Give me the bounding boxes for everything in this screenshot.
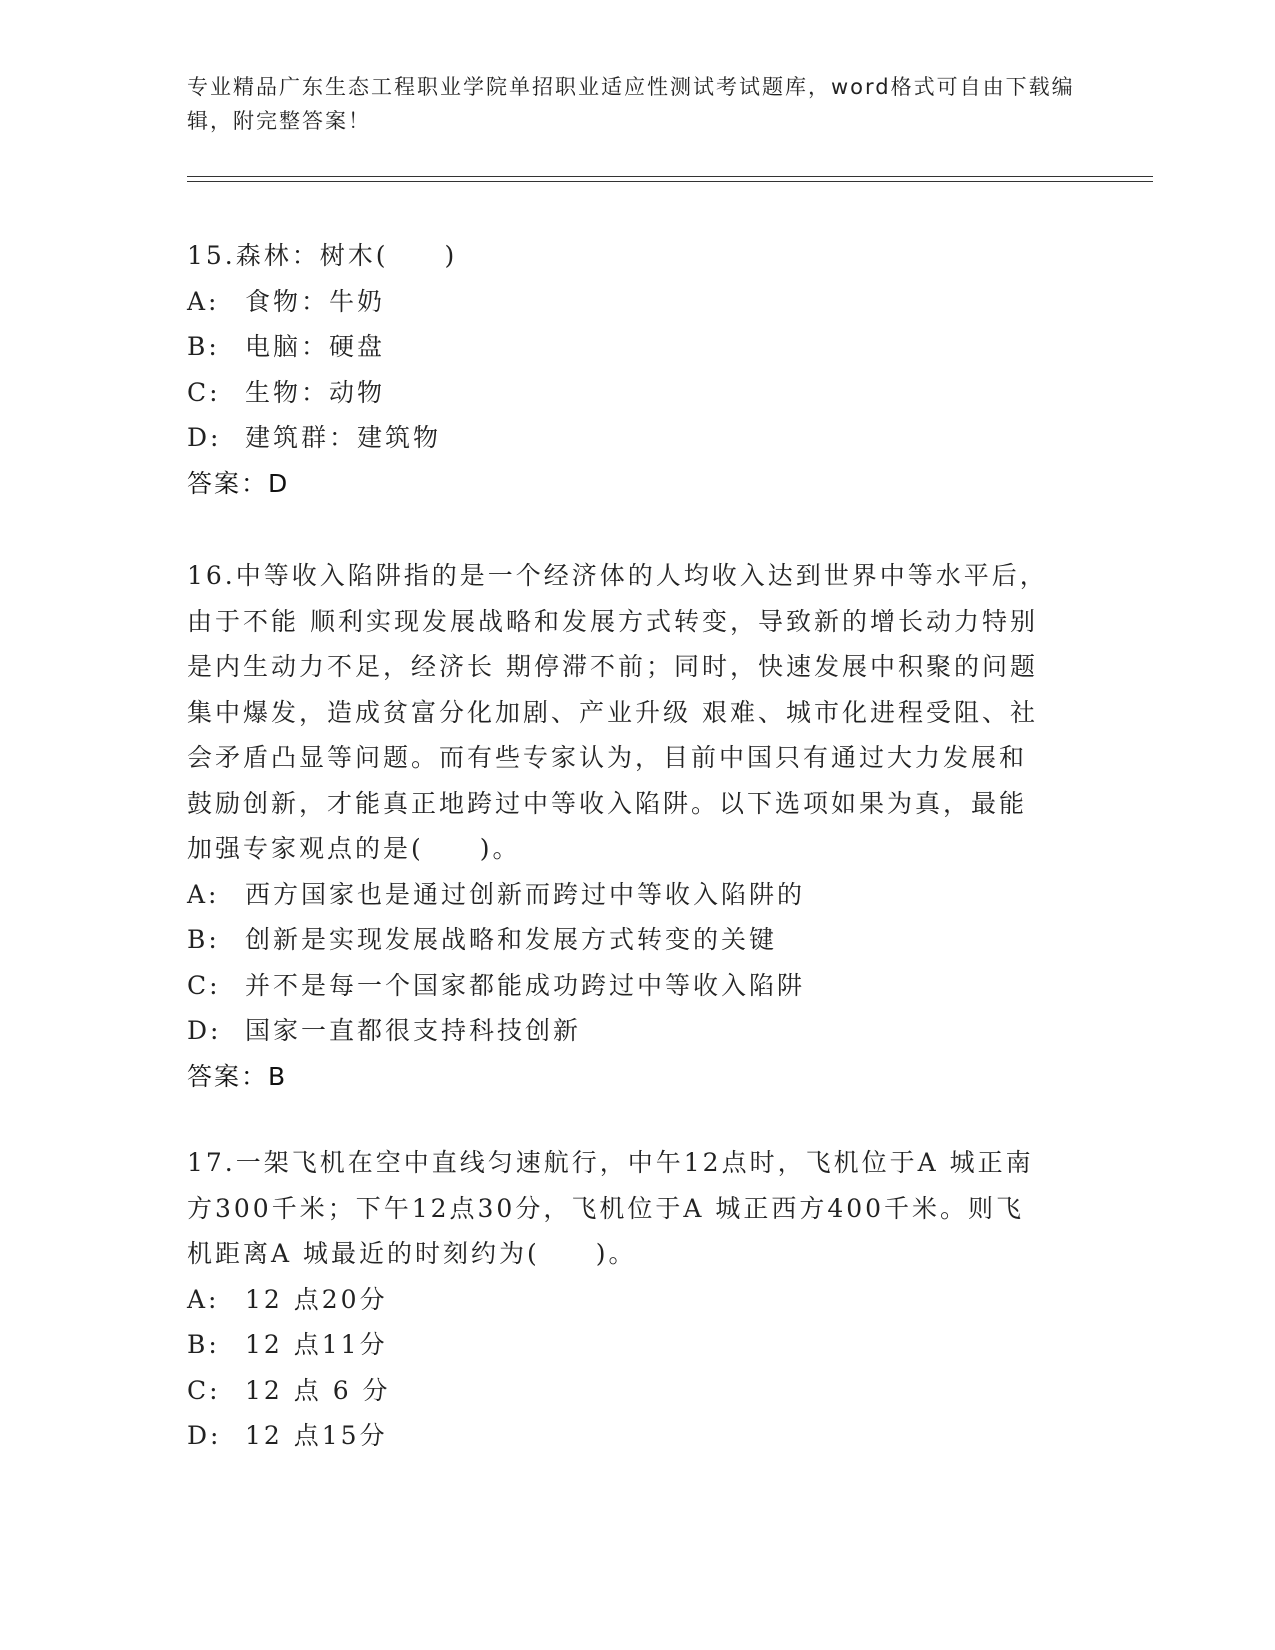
- option-label: D:: [187, 423, 222, 452]
- header-divider-top: [187, 176, 1153, 177]
- header-text: 专业精品广东生态工程职业学院单招职业适应性测试考试题库，word格式可自由下载编辑，附完整答案！: [187, 75, 1075, 133]
- question-stem-line: 16.中等收入陷阱指的是一个经济体的人均收入达到世界中等水平后，: [187, 561, 1048, 590]
- question-stem-line: 鼓励创新，才能真正地跨过中等收入陷阱。以下选项如果为真，最能: [187, 788, 1028, 818]
- option-text: 创新是实现发展战略和发展方式转变的关键: [245, 925, 778, 954]
- option-text: 建筑群：建筑物: [245, 423, 442, 452]
- option-label: D:: [187, 1016, 222, 1045]
- answer: 答案：B: [187, 1061, 288, 1091]
- header-divider-bottom: [187, 181, 1153, 182]
- option-b: [187, 917, 1077, 963]
- option-a: [187, 279, 1077, 325]
- question-stem-line: 由于不能 顺利实现发展战略和发展方式转变，导致新的增长动力特别: [187, 606, 1038, 636]
- option-label: A:: [187, 1284, 220, 1314]
- question-stem-line: 是内生动力不足，经济长 期停滞不前；同时，快速发展中积聚的问题: [187, 652, 1038, 681]
- option-text: 12 点11分: [245, 1330, 388, 1359]
- option-text: 食物：牛奶: [245, 286, 386, 316]
- question-17: [187, 1140, 1077, 1459]
- option-label: C:: [187, 377, 221, 407]
- question-stem-line: 加强专家观点的是( )。: [187, 834, 521, 863]
- option-c: [187, 963, 1077, 1009]
- option-d: [187, 415, 1077, 461]
- question-stem: 15.森林：树木( ): [187, 241, 458, 270]
- option-text: 西方国家也是通过创新而跨过中等收入陷阱的: [245, 879, 806, 909]
- option-b: [187, 324, 1077, 370]
- question-stem-line: 17.一架飞机在空中直线匀速航行，中午12点时，飞机位于A 城正南: [187, 1148, 1034, 1177]
- question-stem-line: 方300千米；下午12点30分，飞机位于A 城正西方400千米。则飞: [187, 1193, 1025, 1223]
- answer: 答案：D: [187, 468, 290, 498]
- option-label: A:: [187, 286, 220, 316]
- option-label: C:: [187, 1375, 221, 1405]
- option-b: [187, 1322, 1077, 1368]
- option-c: [187, 1368, 1077, 1414]
- question-stem-line: 会矛盾凸显等问题。而有些专家认为，目前中国只有通过大力发展和: [187, 743, 1028, 772]
- question-stem-line: 机距离A 城最近的时刻约为( )。: [187, 1239, 637, 1268]
- option-label: A:: [187, 879, 220, 909]
- document-header: [187, 70, 1077, 138]
- option-label: B:: [187, 925, 220, 954]
- option-label: C:: [187, 970, 221, 1000]
- option-text: 并不是每一个国家都能成功跨过中等收入陷阱: [245, 970, 806, 1000]
- option-a: [187, 872, 1077, 918]
- option-text: 12 点15分: [245, 1421, 388, 1450]
- option-label: D:: [187, 1421, 222, 1450]
- option-c: [187, 370, 1077, 416]
- option-text: 国家一直都很支持科技创新: [245, 1016, 582, 1045]
- option-d: [187, 1008, 1077, 1054]
- option-text: 电脑：硬盘: [245, 332, 386, 361]
- option-d: [187, 1413, 1077, 1459]
- option-text: 12 点 6 分: [245, 1375, 391, 1405]
- option-a: [187, 1277, 1077, 1323]
- option-text: 生物：动物: [245, 377, 386, 407]
- option-label: B:: [187, 332, 220, 361]
- question-15: [187, 233, 1077, 506]
- option-label: B:: [187, 1330, 220, 1359]
- question-16: [187, 553, 1077, 1099]
- question-stem-line: 集中爆发，造成贫富分化加剧、产业升级 艰难、城市化进程受阻、社: [187, 697, 1038, 727]
- option-text: 12 点20分: [245, 1284, 388, 1314]
